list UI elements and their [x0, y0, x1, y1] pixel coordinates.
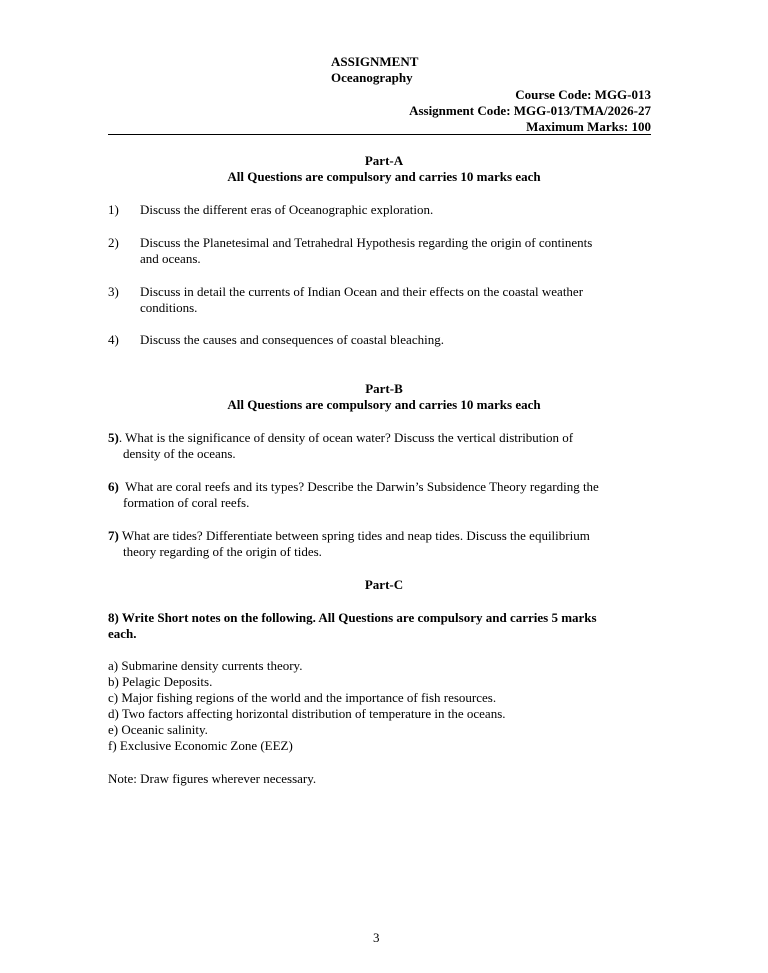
- question-line: and oceans.: [140, 251, 201, 266]
- question-6: [108, 479, 653, 511]
- question-8-line-1: 8) Write Short notes on the following. All Questions are compulsory and carries 5 marks: [108, 610, 597, 625]
- part-a-title: Part-A: [364, 153, 404, 168]
- question-text: [140, 284, 650, 316]
- question-line: Discuss the causes and consequences of coastal bleaching.: [140, 332, 444, 347]
- header-divider: [108, 134, 651, 135]
- question-number: 3): [108, 284, 119, 299]
- question-line: conditions.: [140, 300, 198, 315]
- assignment-title: ASSIGNMENT: [331, 54, 419, 69]
- part-b-instruction: All Questions are compulsory and carries 10 marks each: [227, 397, 541, 412]
- question-line: What are coral reefs and its types? Describe the Darwin’s Subsidence Theory regarding the: [118, 479, 599, 494]
- question-line: Discuss the Planetesimal and Tetrahedral Hypothesis regarding the origin of continents: [140, 235, 593, 250]
- question-line: What are tides? Differentiate between spring tides and neap tides. Discuss the equilibrium: [118, 528, 590, 543]
- question-number: 5): [108, 430, 119, 445]
- question-text: [140, 202, 650, 218]
- list-item: b) Pelagic Deposits.: [108, 674, 213, 689]
- question-number: 4): [108, 332, 119, 347]
- part-c-title: Part-C: [364, 577, 404, 592]
- question-line: . What is the significance of density of ocean water? Discuss the vertical distribution of: [118, 430, 574, 445]
- question-number: 7): [108, 528, 119, 543]
- course-code: Course Code: MGG-013: [515, 87, 651, 102]
- question-line: formation of coral reefs.: [123, 495, 250, 510]
- question-number: 6): [108, 479, 119, 494]
- question-text: [140, 332, 650, 348]
- note: Note: Draw figures wherever necessary.: [108, 771, 317, 786]
- question-8-line-2: each.: [108, 626, 137, 641]
- question-number: 1): [108, 202, 119, 217]
- question-number: 2): [108, 235, 119, 250]
- question-line: Discuss the different eras of Oceanographic exploration.: [140, 202, 434, 217]
- question-5: [108, 430, 653, 462]
- assignment-code: Assignment Code: MGG-013/TMA/2026-27: [409, 103, 651, 118]
- question-text: [140, 235, 650, 267]
- list-item: a) Submarine density currents theory.: [108, 658, 303, 673]
- list-item: e) Oceanic salinity.: [108, 722, 208, 737]
- question-line: theory regarding of the origin of tides.: [123, 544, 322, 559]
- part-a-instruction: All Questions are compulsory and carries 10 marks each: [227, 169, 541, 184]
- subject-title: Oceanography: [331, 70, 413, 85]
- question-line: density of the oceans.: [123, 446, 236, 461]
- maximum-marks: Maximum Marks: 100: [526, 119, 651, 134]
- part-b-title: Part-B: [365, 381, 403, 396]
- list-item: d) Two factors affecting horizontal distribution of temperature in the oceans.: [108, 706, 506, 721]
- question-line: Discuss in detail the currents of Indian Ocean and their effects on the coastal weather: [140, 284, 584, 299]
- question-7: [108, 528, 653, 560]
- list-item: c) Major fishing regions of the world and the importance of fish resources.: [108, 690, 497, 705]
- page-number: 3: [373, 930, 380, 945]
- list-item: f) Exclusive Economic Zone (EEZ): [108, 738, 293, 753]
